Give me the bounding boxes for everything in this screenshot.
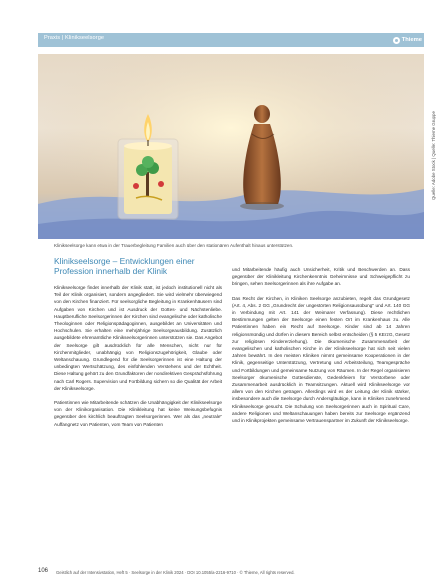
article-column-right xyxy=(232,266,410,431)
logo-circle-icon xyxy=(393,37,400,44)
candle-and-figure-illustration xyxy=(38,54,424,239)
page-number: 106 xyxy=(38,568,49,574)
article-column-left xyxy=(54,284,222,435)
article-photo xyxy=(38,54,424,239)
article-paragraph: Das Recht der Kirchen, in Kliniken Seelsorge anzubieten, regelt das Grundgesetz (Art. 4, Abs. 2 GG „Grundrecht der ungestörten Religionsausübung“ und Art. 140 GG in Verbindung mit Art. 141 der Weimarer Verfassung). Diese rechtlichen Bestimmungen gelten der Seelsorge einen festen Ort im Krankenhaus zu. Alle Patientinnen haben ein Recht auf Seelsorge. Kinder sind ab 14 Jahren religionsmündig und dürfen in diesem Bereich selbst entscheiden (§ 5 KErzG, Gesetz zur religiösen Kindererziehung). Die ökumenische Zusammenarbeit der evangelischen und katholischen Kirche in der Klinikseelsorge hat sich seit vielen Jahren bewährt. In den meisten Kliniken nimmt gemeinsame Kooperationen in der Klinik, gegenseitige Unterstützung, Vertretung und Arbeitsteilung, Teamgespräche und Fortbildungen und gemeinsame Nutzung von Räumen. In der Regel organisieren Seelsorger ökumenische Gottesdienste, Gedenkfeiern für Verstorbene oder Zusammenarbeit ausdrücklich in Teamsitzungen. Aktuell wird Klinikseelsorge vor allem von den Kirchen getragen. Allerdings wird es der Leitung der Klinik stärker, insbesondere auch die Seelsorge durch Andersgläubige, kann in Kliniken zunehmend Klinikseelsorge gesucht. Die Schulung von Seelsorgerinnen auch in Spiritual Care, andere Religionen und Weltanschauungen haben bereits zur Seelsorge ergänzend und in Klinikprojekten gemeinsame Vertrauenspartner im Zukunft der Klinikseelsorge. xyxy=(232,295,410,424)
publisher-logo xyxy=(393,33,422,47)
article-paragraph: und Mitarbeitende häufig auch Unsicherheit, Kritik und Beschwerden an. Dass gegenüber der Klinikleitung Kirchenkenntnis Geheimnisse und Schweigepflicht zu bringen, sehen Seelsorgerinnen als ihre Aufgabe an. xyxy=(232,267,410,287)
footer-citation: Geistlich auf der Intensivstation, Heft 5 · Seelsorge in der Klinik 2024 · DOI 10.1055/a-2216-9710 · © Thieme, All rights reserved. xyxy=(56,570,295,575)
article-headline: Klinikseelsorge – Entwicklungen einer Profession innerhalb der Klinik xyxy=(54,256,195,276)
section-label: Praxis | Klinikseelsorge xyxy=(44,35,105,41)
logo-text: Thieme xyxy=(401,37,422,43)
photo-caption: Klinikseelsorge kann etwa in der Trauerbegleitung Familien auch über den stationären Aufenthalt hinaus unterstützen. xyxy=(54,243,294,248)
image-credit: Quelle: Adobe Stock | Quelle: Thieme Gruppe xyxy=(431,111,436,200)
article-paragraph: Klinikseelsorge findet innerhalb der Klinik statt, ist jedoch institutionell nicht als Teil der Klinik organisiert, sondern angegliedert. Sie wird vielmehr überwiegend von den Kirchen finanziert. Für seelsorgliche Begleitung in Krankenhäusern sind Aufgaben von Kirchen und ist Ausdruck der Gottes- und Nächstenliebe. Hauptberufliche Seelsorgerinnen der Kirchen sind evangelische oder katholische Theologinnen oder Religionspädagoginnen, ausgebildet an Universitäten und Hochschulen. Sie erhalten eine mehrjährige Seelsorgeausbildung. Zusätzlich ausgebildete ehrenamtliche Klinikseelsorgerinnen unterstützen sie. Das Angebot der Seelsorge gilt ausdrücklich für alle Menschen, nicht nur für Kirchenmitglieder, unabhängig von Religionszugehörigkeit, Glaube oder Weltanschauung. Grundlegend für die Seelsorgerinnen ist eine Haltung der unbedingten Wertschätzung, des einfühlenden Verstehens und der Echtheit. Diese Haltung gehört zu den Grundfaktoren der nondirektiven Gesprächsführung nach Carl Rogers. Supervision und Fortbildung sichern so die Qualität der Arbeit der Klinikseelsorge. xyxy=(54,285,222,391)
article-paragraph: Patientinnen wie Mitarbeitende schätzen die Unabhängigkeit der Klinikseelsorge von der Klinikorganisation. Die Klinikleitung hat keine Weisungsbefugnis gegenüber den kirchlich beauftragten Seelsorgerinnen. Wer als das „neutrale“ Auffangnetz von Patienten, vom Team von Patienten xyxy=(54,400,222,427)
